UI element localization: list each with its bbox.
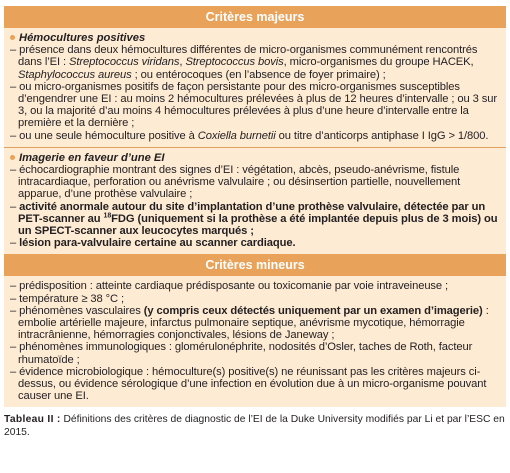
criteria-item: – phénomènes immunologiques : glomérulonéphrite, nodosités d’Osler, taches de Roth, facteur rhumatoïde ;	[10, 341, 500, 365]
criteria-item: – présence dans deux hémocultures différentes de micro-organismes communément rencontrés dans l’EI : Streptococcus viridans, Streptococcus bovis, micro-organismes du groupe HACEK, Staphylococcus aureus ; ou entérocoques (en l’absence de foyer primaire) ;	[10, 44, 500, 81]
criteria-item: – activité anormale autour du site d’implantation d’une prothèse valvulaire, détectée par un PET-scanner au $^{18}$FDG (uniquement si la prothèse a été implantée depuis plus de 3 mois) ou un SPECT-scanner aux leucocytes marqués ;	[10, 201, 500, 238]
bullet-icon	[10, 155, 15, 160]
criteria-item: – température ≥ 38 °C ;	[10, 293, 500, 305]
caption-text: Définitions des critères de diagnostic de l’EI de la Duke University modifiés par Li et par l’ESC en 2015.	[4, 414, 505, 438]
criteria-list	[10, 44, 500, 142]
minor-criteria-section	[4, 276, 506, 407]
criteria-item: – évidence microbiologique : hémoculture(s) positive(s) ne réunissant pas les critères majeurs ci-dessus, ou évidence sérologique d’une infection en évolution due à un micro-organisme pouvant causer une EI.	[10, 366, 500, 403]
section-title: Imagerie en faveur d’une EI	[10, 152, 500, 164]
blood-cultures-section	[4, 28, 506, 147]
bullet-icon	[10, 35, 15, 40]
criteria-list	[10, 164, 500, 249]
section-title: Hémocultures positives	[10, 32, 500, 44]
imaging-section	[4, 147, 506, 255]
criteria-item: – phénomènes vasculaires (y compris ceux détectés uniquement par un examen d’imagerie) : embolie artérielle majeure, infarctus pulmonaire septique, anévrisme mycotique, hémorragie intracrânienne, hémorragies conjonctivales, lésions de Janeway ;	[10, 305, 500, 342]
criteria-item: – prédisposition : atteinte cardiaque prédisposante ou toxicomanie par voie intraveineuse ;	[10, 280, 500, 292]
minor-criteria-header: Critères mineurs	[4, 254, 506, 276]
criteria-item: – ou une seule hémoculture positive à Coxiella burnetii ou titre d’anticorps antiphase I IgG > 1/800.	[10, 130, 500, 142]
table-caption	[4, 414, 508, 439]
caption-label: Tableau II :	[4, 414, 61, 425]
criteria-item: – ou micro-organismes positifs de façon persistante pour des micro-organismes susceptibles d’engendrer une EI : au moins 2 hémocultures prélevées à plus de 12 heures d’intervalle ; ou 3 sur 3, ou la majorité d’au moins 4 hémocultures prélevées à plus d’une heure d’intervalle entre la première et la dernière ;	[10, 81, 500, 130]
criteria-item: – échocardiographie montrant des signes d’EI : végétation, abcès, pseudo-anévrisme, fistule intracardiaque, perforation ou anévrisme valvulaire ; ou désinsertion partielle, nouvellement apparue, d’une prothèse valvulaire ;	[10, 164, 500, 201]
criteria-item: – lésion para-valvulaire certaine au scanner cardiaque.	[10, 237, 500, 249]
criteria-list	[10, 280, 500, 402]
major-criteria-header: Critères majeurs	[4, 6, 506, 28]
criteria-table	[4, 6, 506, 407]
